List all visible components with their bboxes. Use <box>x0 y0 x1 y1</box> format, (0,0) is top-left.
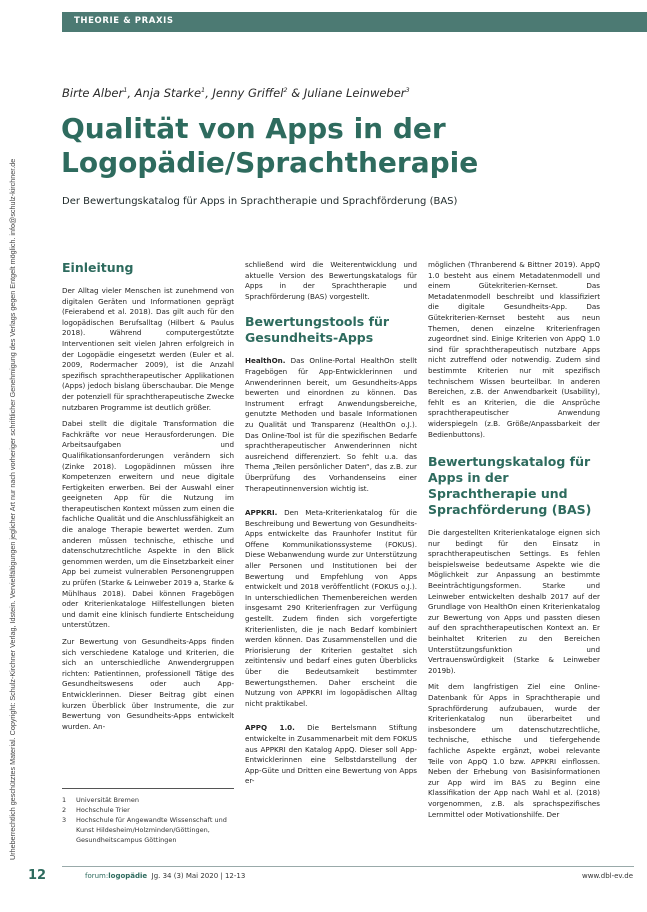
title-line-2: Logopädie/Sprachtherapie <box>61 146 479 179</box>
footnote <box>62 815 234 845</box>
author-name: Jenny Griffel <box>212 86 284 100</box>
heading-einleitung: Einleitung <box>62 260 134 275</box>
author-line: Birte Alber$^1$, Anja Starke$^1$, Jenny Griffel$^2$ & Juliane Leinweber$^3$ <box>62 86 410 100</box>
affiliation-mark: 2 <box>283 86 288 95</box>
section-label: THEORIE & PRAXIS <box>74 16 174 26</box>
paragraph <box>245 356 417 494</box>
column-2 <box>245 260 417 793</box>
column-3 <box>428 260 600 826</box>
paragraph: Zur Bewertung von Gesundheits-Apps finden sich verschiedene Kataloge und Kriterien, die sich an unterschiedliche Anwendergruppen richten: Patientinnen, professionell Tätige des Gesundheitswesens oder auch App-Entwicklerinnen. Dieser Beitrag gibt einen kurzen Überblick über Instrumente, die zur Bewertung von Gesundheits-Apps entwickelt wurden. An- <box>62 637 234 731</box>
article-title <box>61 112 621 180</box>
footnote-number: 3 <box>62 816 67 824</box>
paragraph-body: Den Meta-Kriterienkatalog für die Beschreibung und Bewertung von Gesundheits-Apps entwickelte das Fraunhofer Institut für Offene Kommunikationssysteme (FOKUS). Diese Webanwendung wurde zur Unterstützung aller Personen und Institutionen bei der Bewertung und Empfehlung von Apps entwickelt und 2018 veröffentlicht (FOKUS o.J.). In unterschiedlichen Themenbereichen werden insgesamt 290 Kriterienfragen zur Verfügung gestellt. Zudem finden sich vorgefertigte Kriterienlisten, die je nach Bedarf kombiniert werden können. Das Zusammenstellen und die Priorisierung der Kriterien gestaltet sich zeitintensiv und bedarf eines guten Überblicks über die Bedeutsamkeit bestimmter Bewertungsthemen. Daher erscheint die Nutzung von APPKRI im logopädischen Alltag nicht praktikabel. <box>245 508 417 708</box>
paragraph: Mit dem langfristigen Ziel eine Online-Datenbank für Apps in Sprachtherapie und Sprachförderung aufzubauen, wurde der Kriterienkatalog nun überarbeitet und insbesondere um datenschutzrechtliche, technische, ethische und tiefergehende fachliche Aspekte ergänzt, wobei relevante Teile von AppQ 1.0 bzw. APPKRI einflossen. Neben der Erhebung von Basisinformationen zur App wird im BAS zu Beginn eine Klassifikation der App nach Wahl et al. (2018) vorgenommen, z.B. als sprachspezifisches Lernmittel oder Motivationshilfe. Der <box>428 682 600 819</box>
footnote-number: 2 <box>62 806 67 814</box>
author-name: Juliane Leinweber <box>303 86 406 100</box>
paragraph-lead: APPQ 1.0. <box>245 723 295 733</box>
affiliation-mark: 1 <box>201 86 206 95</box>
footnote <box>62 795 234 805</box>
footer-url[interactable]: www.dbl-ev.de <box>582 872 633 880</box>
paragraph: Der Alltag vieler Menschen ist zunehmend von digitalen Geräten und Informationen geprägt (Feierabend et al. 2018). Das gilt auch für den logopädischen Berufsalltag (Hilbert & Paulus 2018). Während computergestützte Interventionen seit vielen Jahren erfolgreich in der Logopädie eingesetzt werden (Euler et al. 2009, Rodermacher 2009), ist die Anzahl spezifisch sprachtherapeutischer Applikationen (Apps) jedoch bislang überschaubar. Die Menge der potenziell für sprachtherapeutische Zwecke nutzbaren Programme ist deutlich größer. <box>62 286 234 412</box>
journal-issue: Jg. 34 (3) Mai 2020 | 12-13 <box>151 872 246 880</box>
affiliation-mark: 3 <box>405 86 410 95</box>
affiliation-mark: 1 <box>123 86 128 95</box>
paragraph <box>245 508 417 709</box>
footnote-text: Universität Bremen <box>76 796 139 804</box>
paragraph: Die dargestellten Kriterienkataloge eignen sich nur bedingt für den Einsatz in sprachtherapeutischen Settings. Es fehlen beispielsweise bedeutsame Aspekte wie die Möglichkeit zur Anpassung an bestimmte Beeinträchtigungsformen. Starke und Leinweber entwickelten deshalb 2017 auf der Grundlage von HealthOn einen Kriterienkatalog zur Bewertung von Apps und passten diesen auf den sprachtherapeutischen Kontext an. Er beinhaltet Kriterien zu den Bereichen Unterstützungsfunktion und Vertrauenswürdigkeit (Starke & Leinweber 2019b). <box>428 528 600 675</box>
paragraph: schließend wird die Weiterentwicklung und aktuelle Version des Bewertungskatalogs für Apps in der Sprachtherapie und Sprachförderung (BAS) vorgestellt. <box>245 260 417 301</box>
paragraph-body: Das Online-Portal HealthOn stellt Fragebögen für App-Entwicklerinnen und Anwenderinnen bereit, um Gesundheits-Apps bewerten und einordnen zu können. Das Instrument erfragt Anwendungsbereiche, genutzte Methoden und basale Informationen zu Qualität und Transparenz (HealthOn o.J.). Das Online-Tool ist für die spezifischen Bedarfe sprachtherapeutischer Anwenderinnen nicht ausreichend differenziert. So fehlt u.a. das Thema „Teilen persönlicher Daten“, das z.B. zur Überprüfung des Vorhandenseins einer Therapeutinnenversion wichtig ist. <box>245 356 417 493</box>
page-number: 12 <box>28 868 47 883</box>
journal-name: logopädie <box>108 872 148 880</box>
paragraph-lead: APPKRI. <box>245 508 278 518</box>
footnote-number: 1 <box>62 796 67 804</box>
article-subtitle: Der Bewertungskatalog für Apps in Sprachtherapie und Sprachförderung (BAS) <box>62 196 458 207</box>
heading-bewertungstools: Bewertungstools für Gesundheits-Apps <box>245 314 390 346</box>
heading-bas: Bewertungskatalog für Apps in der Sprachtherapie und Sprachförderung (BAS) <box>428 454 592 518</box>
column-1 <box>62 260 234 738</box>
footnote-text: Hochschule für Angewandte Wissenschaft und Kunst Hildesheim/Holzminden/Göttingen, Gesundheitscampus Göttingen <box>76 816 227 844</box>
author-name: Birte Alber <box>62 86 124 100</box>
paragraph: möglichen (Thranberend & Bittner 2019). AppQ 1.0 besteht aus einem Metadatenmodell und einem Gütekriterien-Kernset. Das Metadatenmodell beschreibt und klassifiziert die digitale Gesundheits-App. Das Gütekriterien-Kernset besteht aus neun Themen, denen einzelne Kriterienfragen zugeordnet sind. Einige Kriterien von AppQ 1.0 sind für sprachtherapeutisch nutzbare Apps nicht zutreffend oder notwendig. Zudem sind bestimmte Kriterien nur mit spezifisch technischem Wissen beurteilbar. In anderen Bereichen, z.B. der Anwendbarkeit (Usability), fehlt es an Kriterien, die die Ansprüche sprachtherapeutischer Anwendung widerspiegeln (z.B. Größe/Anpassbarkeit der Bedienbuttons). <box>428 260 600 439</box>
footnotes <box>62 788 234 845</box>
copyright-notice <box>0 40 22 870</box>
author-name: Anja Starke <box>134 86 202 100</box>
footnote-text: Hochschule Trier <box>76 806 130 814</box>
journal-prefix: forum: <box>85 872 109 880</box>
title-line-1: Qualität von Apps in der <box>61 112 446 145</box>
section-banner <box>62 12 647 32</box>
journal-info <box>85 872 245 880</box>
footnote <box>62 805 234 815</box>
copyright-text: Urheberrechtlich geschütztes Material. Copyright: Schulz-Kirchner Verlag, Idstein. Vervielfältigungen jeglicher Art nur nach vorheriger schriftlicher Genehmigung des Verlags gegen Entgelt möglich. info@schulz-kirchner.de <box>8 158 17 860</box>
footer-divider <box>62 866 634 867</box>
paragraph: Dabei stellt die digitale Transformation die Fachkräfte vor neue Herausforderungen. Die Arbeitsaufgaben und Qualifikationsanforderungen verändern sich (Zinke 2018). Logopädinnen müssen ihre Kompetenzen erweitern und neue digitale Fertigkeiten erwerben. Bei der Auswahl einer geeigneten App für die Nutzung im therapeutischen Kontext müssen zum einen die fachliche Qualität und die Anschlussfähigkeit an die analoge Therapie bewertet werden. Zum anderen müssen technische, ethische und datenschutzrechtliche Aspekte in den Blick genommen werden, um die Einsetzbarkeit einer App bei zumeist vulnerablen Personengruppen zu prüfen (Starke & Leinweber 2019 a, Starke & Mühlhaus 2018). Dabei können Fragebögen oder Kriterienkataloge Hilfestellungen bieten und damit eine klinisch fundierte Entscheidung unterstützen. <box>62 419 234 630</box>
paragraph-body: Die Bertelsmann Stiftung entwickelte in Zusammenarbeit mit dem FOKUS aus APPKRI den Katalog AppQ. Dieser soll App-Entwicklerinnen eine Selbstdarstellung der App-Güte und Dritten eine Bewertung von Apps er- <box>245 723 418 786</box>
paragraph-lead: HealthOn. <box>245 356 286 366</box>
paragraph <box>245 723 417 787</box>
